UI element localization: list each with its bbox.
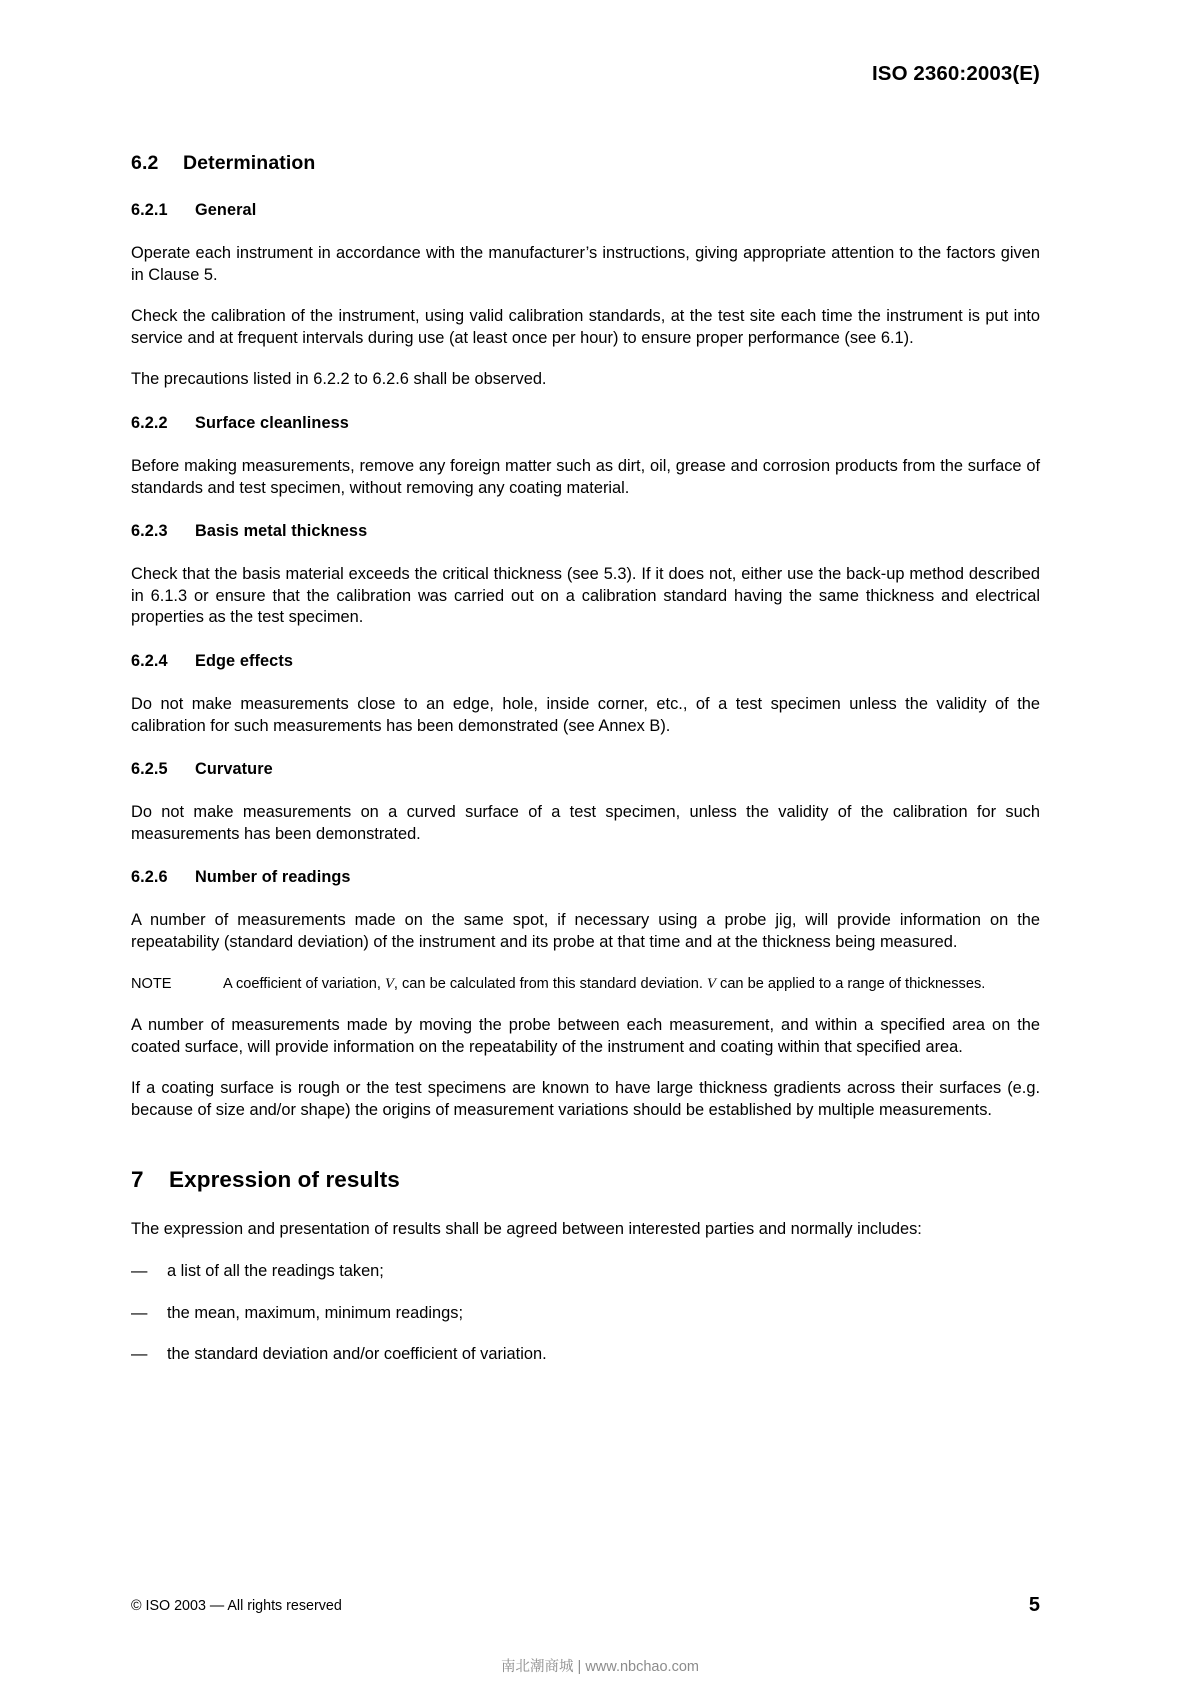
note-6-2-6 [131,974,1040,996]
heading-6-2-1-number: 6.2.1 [131,201,168,219]
document-body [131,152,1040,1366]
heading-7-number: 7 [131,1167,144,1193]
note-text-part-3: can be applied to a range of thicknesses. [715,975,986,992]
heading-6-2-2 [131,414,1040,433]
paragraph-6-2-6-1: A number of measurements made on the same spot, if necessary using a probe jig, will provide information on the repeatability (standard deviation) of the instrument and its probe at that time and at the thickness being measured. [131,911,1040,951]
em-dash-bullet-icon: — [131,1261,148,1280]
list-item-text: the mean, maximum, minimum readings; [167,1303,464,1322]
heading-6-2-6 [131,868,1040,887]
heading-6-2-3 [131,522,1040,541]
paragraph-6-2-5-1: Do not make measurements on a curved surface of a test specimen, unless the validity of the calibration for such measurements has been demonstrated. [131,803,1040,843]
heading-6-2-5 [131,760,1040,779]
list-item-text: the standard deviation and/or coefficient of variation. [167,1345,547,1364]
paragraph-6-2-2-1: Before making measurements, remove any foreign matter such as dirt, oil, grease and corrosion products from the surface of standards and test specimen, without removing any coating material. [131,456,1040,497]
em-dash-bullet-icon: — [131,1303,148,1322]
paragraph-6-2-3-1: Check that the basis material exceeds the critical thickness (see 5.3). If it does not, either use the back-up method described in 6.1.3 or ensure that the calibration was carried out on a calibration standard having the same thickness and electrical properties as the test specimen. [131,565,1040,627]
heading-6-2-1-title: General [195,201,257,219]
heading-6-2-4 [131,652,1040,671]
page-header [131,62,1040,86]
heading-7-title: Expression of results [169,1167,400,1193]
paragraph-6-2-4-1: Do not make measurements close to an edge, hole, inside corner, etc., of a test specimen unless the validity of the calibration for such measurements has been demonstrated (see Annex B). [131,694,1040,735]
note-text-part-1: A coefficient of variation, [223,975,385,992]
heading-6-2-2-number: 6.2.2 [131,413,168,432]
heading-6-2-6-title: Number of readings [195,868,351,887]
heading-6-2 [131,152,1040,175]
heading-6-2-1 [131,201,1040,220]
heading-6-2-title: Determination [183,152,316,174]
list-item [131,1261,1040,1283]
note-text-part-2: , can be calculated from this standard deviation. [393,975,708,992]
heading-6-2-5-number: 6.2.5 [131,760,168,779]
paragraph-6-2-1-1: Operate each instrument in accordance with the manufacturer’s instructions, giving appropriate attention to the factors given in Clause 5. [131,244,1040,284]
heading-7 [131,1167,1040,1193]
heading-6-2-4-number: 6.2.4 [131,651,168,670]
copyright-notice: © ISO 2003 — All rights reserved [131,1598,342,1614]
paragraph-6-2-1-2: Check the calibration of the instrument, using valid calibration standards, at the test site each time the instrument is put into service and at frequent intervals during use (at least once per hour) to ensure proper performance (see 6.1). [131,307,1040,347]
heading-6-2-6-number: 6.2.6 [131,868,168,887]
heading-6-2-number: 6.2 [131,152,159,174]
paragraph-7-1: The expression and presentation of results shall be agreed between interested parties and normally includes: [131,1220,922,1239]
standard-reference: ISO 2360:2003(E) [872,62,1040,85]
list-item-text: a list of all the readings taken; [167,1261,384,1280]
heading-6-2-3-number: 6.2.3 [131,522,168,541]
heading-6-2-2-title: Surface cleanliness [195,413,349,432]
note-variable-v2: V [707,975,716,992]
em-dash-bullet-icon: — [131,1345,148,1364]
page-number: 5 [1028,1594,1040,1616]
watermark: 南北潮商城 | www.nbchao.com [501,1659,699,1675]
paragraph-6-2-6-3: If a coating surface is rough or the test specimens are known to have large thickness gradients across their surfaces (e.g. because of size and/or shape) the origins of measurement variations should be established by multiple measurements. [131,1079,1040,1119]
paragraph-6-2-1-3: The precautions listed in 6.2.2 to 6.2.6 shall be observed. [131,370,547,389]
heading-6-2-3-title: Basis metal thickness [195,522,368,541]
list-item [131,1303,1040,1325]
note-label: NOTE [131,975,172,992]
heading-6-2-4-title: Edge effects [195,651,294,670]
paragraph-6-2-6-2: A number of measurements made by moving the probe between each measurement, and within a specified area on the coated surface, will provide information on the repeatability of the instrument and coating within that specified area. [131,1016,1040,1056]
heading-6-2-5-title: Curvature [195,760,273,779]
list-item [131,1344,1040,1366]
note-variable-v1: V [384,975,394,992]
